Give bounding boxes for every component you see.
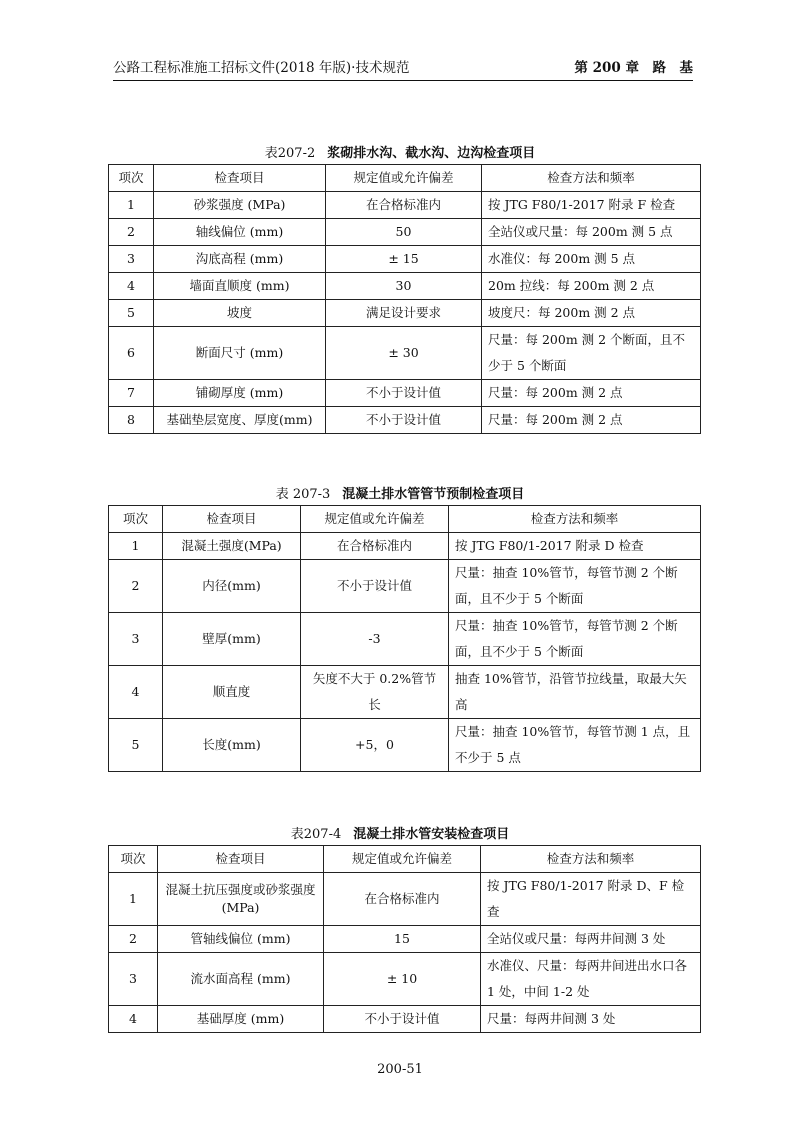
column-header: 项次 [109, 506, 163, 533]
cell-tolerance: 50 [326, 219, 482, 246]
cell-item: 墙面直顺度 (mm) [154, 273, 326, 300]
cell-tolerance: 在合格标准内 [301, 533, 449, 560]
cell-tolerance: 不小于设计值 [326, 380, 482, 407]
column-header: 项次 [109, 846, 158, 873]
cell-tolerance: 在合格标准内 [326, 192, 482, 219]
table-207-2-caption [0, 142, 800, 161]
cell-tolerance: ± 15 [326, 246, 482, 273]
cell-tolerance: 在合格标准内 [324, 873, 481, 926]
cell-item: 砂浆强度 (MPa) [154, 192, 326, 219]
cell-tolerance: 不小于设计值 [324, 1006, 481, 1033]
cell-index: 1 [109, 873, 158, 926]
cell-item: 顺直度 [163, 666, 301, 719]
cell-index: 1 [109, 192, 154, 219]
cell-item: 长度(mm) [163, 719, 301, 772]
table-row [109, 613, 701, 666]
cell-tolerance: +5，0 [301, 719, 449, 772]
column-header: 项次 [109, 165, 154, 192]
table-row [109, 300, 701, 327]
table-row [109, 327, 701, 380]
cell-index: 2 [109, 560, 163, 613]
table-row [109, 873, 701, 926]
running-header [113, 56, 693, 76]
cell-tolerance: -3 [301, 613, 449, 666]
cell-item: 坡度 [154, 300, 326, 327]
table-207-4-caption [0, 823, 800, 842]
header-rule [113, 80, 693, 81]
column-header: 检查方法和频率 [481, 846, 701, 873]
cell-item: 断面尺寸 (mm) [154, 327, 326, 380]
column-header: 检查项目 [163, 506, 301, 533]
table-row [109, 273, 701, 300]
table-header-row [109, 846, 701, 873]
cell-method: 按 JTG F80/1-2017 附录 D、F 检查 [481, 873, 701, 926]
cell-method: 尺量：每 200m 测 2 点 [482, 380, 701, 407]
header-chapter: 第 200 章 路 基 [574, 60, 693, 76]
table-title: 浆砌排水沟、截水沟、边沟检查项目 [327, 146, 536, 161]
table-header-row [109, 165, 701, 192]
cell-method: 水准仪：每 200m 测 5 点 [482, 246, 701, 273]
header-document-title: 公路工程标准施工招标文件(2018 年版)·技术规范 [113, 60, 410, 76]
table-row [109, 407, 701, 434]
cell-method: 抽查 10%管节，沿管节拉线量，取最大矢高 [449, 666, 701, 719]
cell-item: 混凝土抗压强度或砂浆强度 (MPa) [158, 873, 324, 926]
table-row [109, 192, 701, 219]
table-row [109, 1006, 701, 1033]
cell-method: 坡度尺：每 200m 测 2 点 [482, 300, 701, 327]
cell-index: 3 [109, 953, 158, 1006]
cell-tolerance: 矢度不大于 0.2%管节长 [301, 666, 449, 719]
column-header: 检查方法和频率 [482, 165, 701, 192]
cell-index: 6 [109, 327, 154, 380]
column-header: 规定值或允许偏差 [301, 506, 449, 533]
cell-index: 2 [109, 219, 154, 246]
table-row [109, 953, 701, 1006]
cell-method: 尺量：抽查 10%管节，每管节测 1 点，且不少于 5 点 [449, 719, 701, 772]
cell-index: 5 [109, 300, 154, 327]
table-row [109, 719, 701, 772]
cell-item: 管轴线偏位 (mm) [158, 926, 324, 953]
table-title: 混凝土排水管安装检查项目 [353, 827, 510, 842]
cell-tolerance: 15 [324, 926, 481, 953]
cell-tolerance: 满足设计要求 [326, 300, 482, 327]
cell-method: 尺量：每 200m 测 2 个断面，且不少于 5 个断面 [482, 327, 701, 380]
table-number: 表207-2 [264, 146, 316, 161]
cell-item: 铺砌厚度 (mm) [154, 380, 326, 407]
cell-index: 1 [109, 533, 163, 560]
page-number: 200-51 [377, 1062, 423, 1077]
cell-item: 流水面高程 (mm) [158, 953, 324, 1006]
column-header: 检查项目 [158, 846, 324, 873]
cell-method: 尺量：每 200m 测 2 点 [482, 407, 701, 434]
cell-tolerance: 不小于设计值 [301, 560, 449, 613]
cell-item: 基础垫层宽度、厚度(mm) [154, 407, 326, 434]
cell-tolerance: 30 [326, 273, 482, 300]
column-header: 规定值或允许偏差 [326, 165, 482, 192]
cell-index: 5 [109, 719, 163, 772]
cell-item: 轴线偏位 (mm) [154, 219, 326, 246]
cell-index: 7 [109, 380, 154, 407]
cell-method: 全站仪或尺量：每 200m 测 5 点 [482, 219, 701, 246]
cell-index: 4 [109, 1006, 158, 1033]
cell-index: 3 [109, 246, 154, 273]
table-row [109, 219, 701, 246]
cell-method: 全站仪或尺量：每两井间测 3 处 [481, 926, 701, 953]
cell-index: 4 [109, 273, 154, 300]
cell-method: 尺量：抽查 10%管节，每管节测 2 个断面，且不少于 5 个断面 [449, 560, 701, 613]
cell-item: 混凝土强度(MPa) [163, 533, 301, 560]
table-207-3-caption [0, 483, 800, 502]
table-row [109, 380, 701, 407]
cell-index: 3 [109, 613, 163, 666]
cell-index: 8 [109, 407, 154, 434]
cell-item: 内径(mm) [163, 560, 301, 613]
column-header: 规定值或允许偏差 [324, 846, 481, 873]
table-title: 混凝土排水管管节预制检查项目 [342, 487, 525, 502]
table-207-4 [108, 845, 701, 1033]
cell-method: 按 JTG F80/1-2017 附录 F 检查 [482, 192, 701, 219]
table-number: 表207-4 [290, 827, 342, 842]
cell-method: 水准仪、尺量：每两井间进出水口各 1 处，中间 1-2 处 [481, 953, 701, 1006]
column-header: 检查方法和频率 [449, 506, 701, 533]
table-row [109, 926, 701, 953]
cell-item: 基础厚度 (mm) [158, 1006, 324, 1033]
cell-method: 尺量：每两井间测 3 处 [481, 1006, 701, 1033]
cell-item: 壁厚(mm) [163, 613, 301, 666]
table-207-3 [108, 505, 701, 772]
cell-method: 尺量：抽查 10%管节，每管节测 2 个断面，且不少于 5 个断面 [449, 613, 701, 666]
cell-item: 沟底高程 (mm) [154, 246, 326, 273]
table-number: 表 207-3 [275, 487, 331, 502]
cell-index: 2 [109, 926, 158, 953]
table-row [109, 533, 701, 560]
column-header: 检查项目 [154, 165, 326, 192]
cell-method: 按 JTG F80/1-2017 附录 D 检查 [449, 533, 701, 560]
table-header-row [109, 506, 701, 533]
cell-tolerance: ± 10 [324, 953, 481, 1006]
cell-tolerance: 不小于设计值 [326, 407, 482, 434]
table-row [109, 560, 701, 613]
cell-tolerance: ± 30 [326, 327, 482, 380]
table-207-2 [108, 164, 701, 434]
cell-method: 20m 拉线：每 200m 测 2 点 [482, 273, 701, 300]
cell-index: 4 [109, 666, 163, 719]
table-row [109, 666, 701, 719]
table-row [109, 246, 701, 273]
